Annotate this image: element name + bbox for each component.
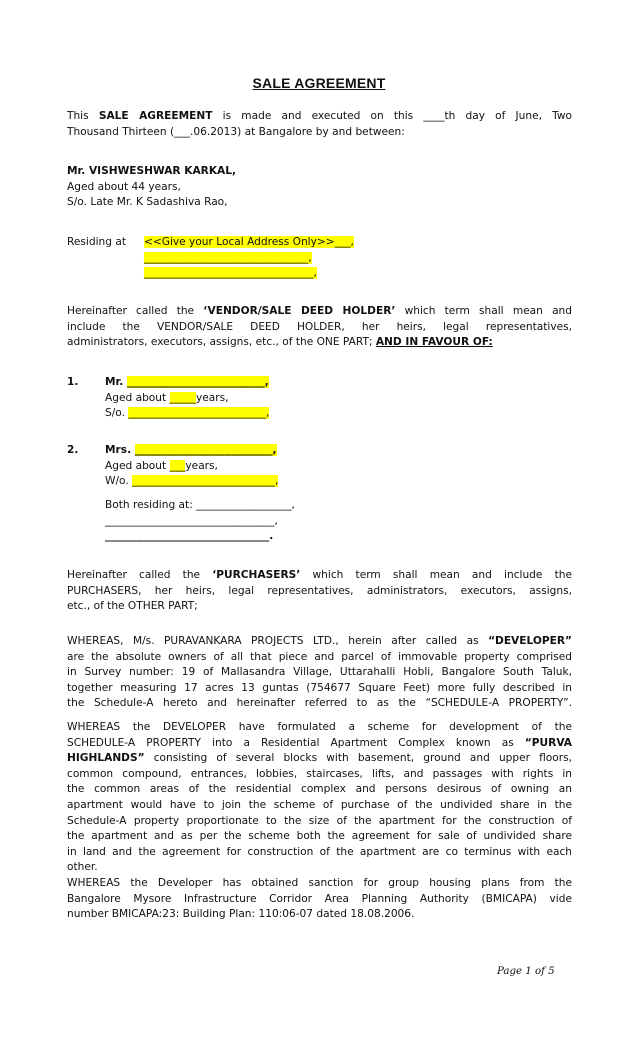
purchaser-2-details [105, 443, 575, 490]
age-label: Aged about [105, 391, 170, 404]
paragraph-text: SCHEDULE-A PROPERTY into a Residential Apartment Complex known as [67, 736, 525, 749]
purchaser-name-blank[interactable]: __________________________, [126, 376, 269, 388]
age-suffix: years, [185, 459, 218, 472]
document-title: SALE AGREEMENT [252, 75, 386, 91]
clause-text: administrators, executors, assigns, etc., of the ONE PART; [67, 336, 376, 349]
developer-term: “DEVELOPER” [488, 635, 572, 647]
vendor-residing-label: Residing at [67, 236, 126, 248]
relation-label: W/o. [105, 475, 133, 488]
whereas-developer-paragraph [67, 634, 572, 712]
intro-text: is made and executed on this ____th day of June, Two [212, 110, 573, 122]
intro-text: This [67, 110, 99, 122]
purchasers-term: ‘PURCHASERS’ [212, 569, 301, 581]
purchaser-1-number: 1. [67, 376, 79, 388]
intro-line-2: Thousand Thirteen (___.06.2013) at Bangalore by and between: [67, 125, 405, 138]
paragraph-text: Bangalore Mysore Infrastructure Corridor Area Planning Authority (BMICAPA) vide [67, 892, 572, 905]
paragraph-text: together measuring 17 acres 13 guntas (754677 Square Feet) more fully described in [67, 681, 572, 694]
purchaser-title: Mr. [105, 376, 127, 388]
paragraph-text: in Survey number: 19 of Mallasandra Village, Uttarahalli Hobli, Bangalore South Taluk, [67, 666, 572, 679]
paragraph-text: Schedule-A property proportionate to the size of the apartment for the construction of [67, 814, 572, 827]
purchasers-address [105, 498, 575, 545]
whereas-sanction-paragraph [67, 876, 572, 923]
paragraph-text: common compound, entrances, lobbies, staircases, lifts, and passages with rights in [67, 767, 572, 780]
address-blank[interactable]: ________________________________, [144, 267, 317, 279]
paragraph-text: are the absolute owners of all that piece and parcel of immovable property comprised [67, 650, 572, 663]
vendor-address-line-1[interactable] [144, 235, 354, 251]
vendor-address-line-3[interactable] [144, 266, 317, 282]
clause-text: include the VENDOR/SALE DEED HOLDER, her heirs, legal representatives, [67, 320, 572, 333]
vendor-age: Aged about 44 years, [67, 180, 181, 193]
clause-text: Hereinafter called the [67, 569, 213, 581]
paragraph-text: WHEREAS the Developer has obtained sanction for group housing plans from the [67, 877, 572, 889]
paragraph-text: consisting of several blocks with basement, ground and upper floors, [144, 752, 572, 765]
in-favour-of: AND IN FAVOUR OF: [375, 336, 493, 349]
age-blank[interactable]: _____ [169, 391, 196, 404]
paragraph-text: in land and the agreement for construction of the apartment are co terminus with each [67, 845, 572, 858]
vendor-address-line-2[interactable] [144, 251, 312, 267]
clause-text: which term shall mean and include the [300, 569, 572, 581]
vendor-term: ‘VENDOR/SALE DEED HOLDER’ [203, 305, 396, 317]
purchaser-title: Mrs. [105, 444, 135, 456]
relation-label: S/o. [105, 407, 129, 420]
clause-text: which term shall mean and [395, 305, 572, 317]
relation-blank[interactable]: ___________________________, [132, 475, 279, 488]
project-name: “PURVA [524, 736, 572, 749]
intro-paragraph [67, 109, 572, 140]
intro-line-1 [67, 109, 572, 125]
paragraph-text: the apartment and as per the scheme both the agreement for sale of undivided share [67, 830, 572, 843]
agreement-bold: SALE AGREEMENT [98, 110, 213, 122]
address-placeholder[interactable]: <<Give your Local Address Only>>___, [144, 236, 354, 248]
clause-text: Hereinafter called the [67, 305, 204, 317]
clause-text: PURCHASERS, her heirs, legal representatives, administrators, executors, assigns, [67, 584, 572, 597]
paragraph-text: WHEREAS the DEVELOPER have formulated a scheme for development of the [67, 721, 572, 733]
address-blank[interactable]: ________________________________, [105, 514, 278, 527]
vendor-name: Mr. VISHWESHWAR KARKAL, [67, 165, 237, 177]
paragraph-text: the Schedule-A hereto and hereinafter referred to as the “SCHEDULE-A PROPERTY”. [67, 697, 572, 710]
paragraph-text: number BMICAPA:23: Building Plan: 110:06-07 dated 18.08.2006. [67, 908, 415, 921]
vendor-relation: S/o. Late Mr. K Sadashiva Rao, [67, 196, 228, 209]
address-blank[interactable]: _______________________________, [144, 252, 312, 264]
purchaser-1-details [105, 375, 575, 422]
age-blank[interactable]: ___ [169, 459, 186, 472]
page-number: Page 1 of 5 [497, 966, 555, 977]
clause-text: etc., of the OTHER PART; [67, 600, 198, 613]
purchaser-name-blank[interactable]: __________________________, [134, 444, 277, 456]
age-label: Aged about [105, 459, 170, 472]
paragraph-text: other. [67, 861, 98, 874]
relation-blank[interactable]: __________________________, [128, 407, 270, 420]
purchaser-2-number: 2. [67, 444, 79, 456]
purchasers-clause [67, 568, 572, 615]
paragraph-text: WHEREAS, M/s. PURAVANKARA PROJECTS LTD., herein after called as [67, 635, 489, 647]
paragraph-text: the common areas of the residential complex and persons desirous of owning an [67, 783, 572, 796]
both-residing-line[interactable]: Both residing at: __________________, [105, 499, 295, 511]
paragraph-text: apartment would have to join the scheme of purchase of the undivided share in the [67, 798, 572, 811]
address-blank[interactable]: _______________________________. [105, 530, 274, 543]
vendor-clause [67, 304, 572, 351]
vendor-details [67, 164, 572, 211]
whereas-scheme-paragraph [67, 720, 572, 876]
age-suffix: years, [196, 391, 229, 404]
project-name: HIGHLANDS” [67, 752, 145, 765]
